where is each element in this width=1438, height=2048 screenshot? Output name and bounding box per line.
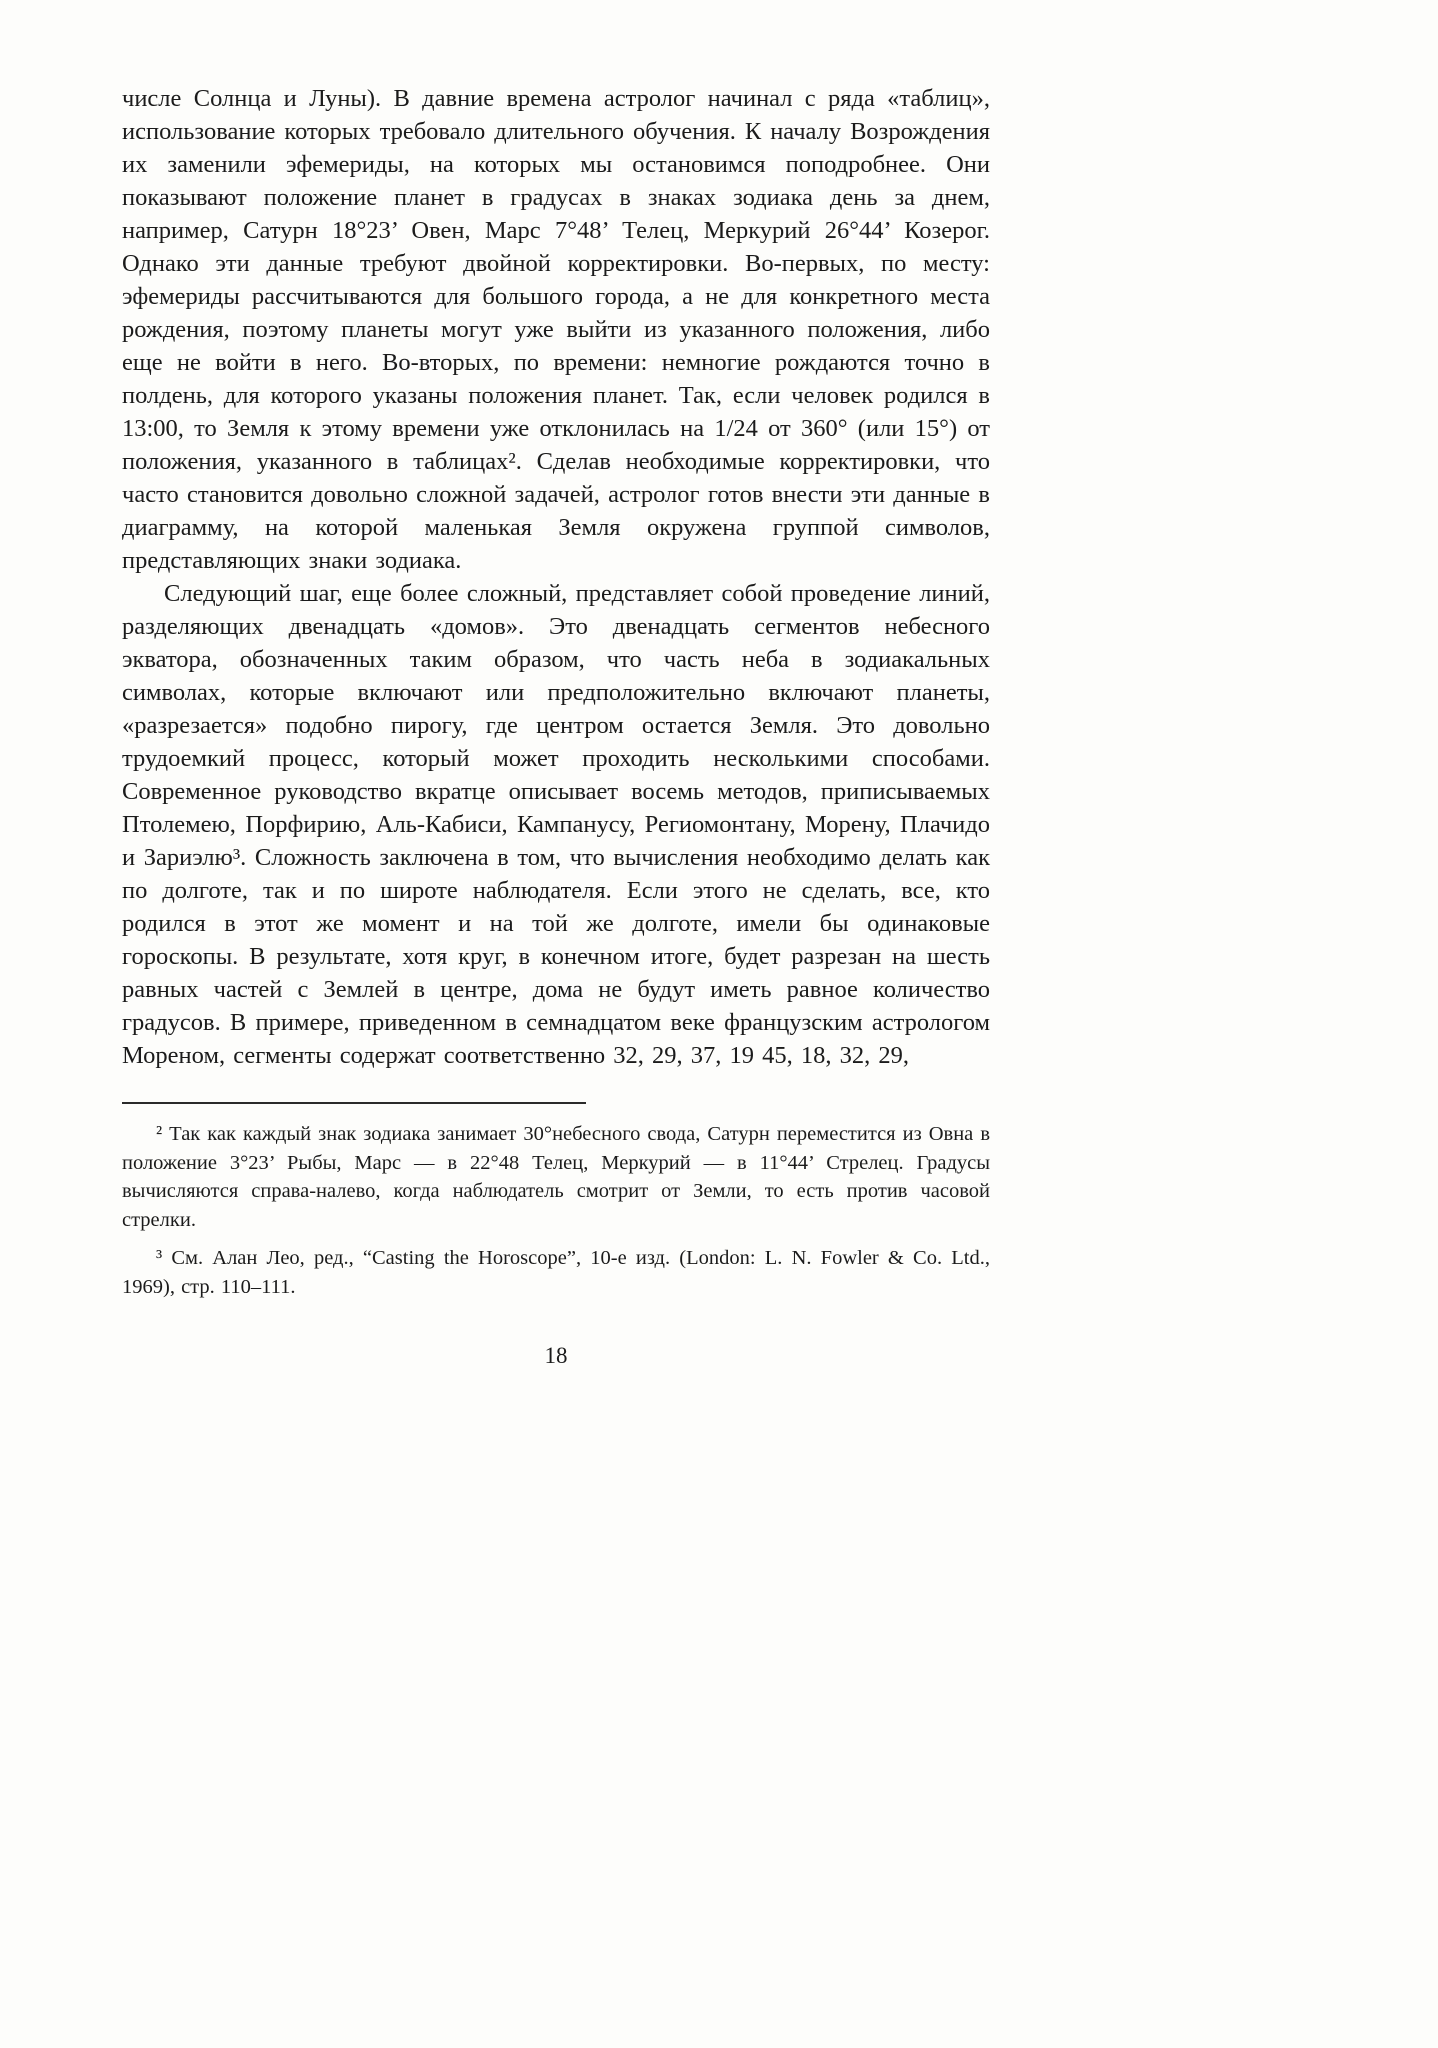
footnote-2: ² Так как каждый знак зодиака занимает 30°небесного свода, Сатурн переместится из Овна в положение 3°23’ Рыбы, Марс — в 22°48 Телец, Меркурий — в 11°44’ Стрелец. Градусы вычисляются справа-налево, когда наблюдатель смотрит от Земли, то есть против часовой стрелки. (122, 1123, 990, 1231)
page-number: 18 (544, 1343, 568, 1368)
footnote-separator (122, 1102, 586, 1104)
footnote-3: ³ См. Алан Лео, ред., “Casting the Horoscope”, 10-е изд. (London: L. N. Fowler & Co. Ltd., 1969), стр. 110–111. (122, 1247, 990, 1298)
body-paragraph-2: Следующий шаг, еще более сложный, представляет собой проведение линий, разделяющих двенадцать «домов». Это двенадцать сегментов небесного экватора, обозначенных таким образом, что часть неба в зодиакальных символах, которые включают или предположительно включают планеты, «разрезается» подобно пирогу, где центром остается Земля. Это довольно трудоемкий процесс, который может проходить несколькими способами. Современное руководство вкратце описывает восемь методов, приписываемых Птолемею, Порфирию, Аль-Кабиси, Кампанусу, Региомонтану, Морену, Плачидо и Зариэлю³. Сложность заключена в том, что вычисления необходимо делать как по долготе, так и по широте наблюдателя. Если этого не сделать, все, кто родился в этот же момент и на той же долготе, имели бы одинаковые гороскопы. В результате, хотя круг, в конечном итоге, будет разрезан на шесть равных частей с Землей в центре, дома не будут иметь равное количество градусов. В примере, приведенном в семнадцатом веке французским астрологом Мореном, сегменты содержат соответственно 32, 29, 37, 19 45, 18, 32, 29, (122, 580, 990, 1069)
text-block (122, 82, 990, 1369)
body-paragraph-1: числе Солнца и Луны). В давние времена астролог начинал с ряда «таблиц», использование которых требовало длительного обучения. К началу Возрождения их заменили эфемериды, на которых мы остановимся поподробнее. Они показывают положение планет в градусах в знаках зодиака день за днем, например, Сатурн 18°23’ Овен, Марс 7°48’ Телец, Меркурий 26°44’ Козерог. Однако эти данные требуют двойной корректировки. Во-первых, по месту: эфемериды рассчитываются для большого города, а не для конкретного места рождения, поэтому планеты могут уже выйти из указанного положения, либо еще не войти в него. Во-вторых, по времени: немногие рождаются точно в полдень, для которого указаны положения планет. Так, если человек родился в 13:00, то Земля к этому времени уже отклонилась на 1/24 от 360° (или 15°) от положения, указанного в таблицах². Сделав необходимые корректировки, что часто становится довольно сложной задачей, астролог готов внести эти данные в диаграмму, на которой маленькая Земля окружена группой символов, представляющих знаки зодиака. (122, 85, 990, 574)
